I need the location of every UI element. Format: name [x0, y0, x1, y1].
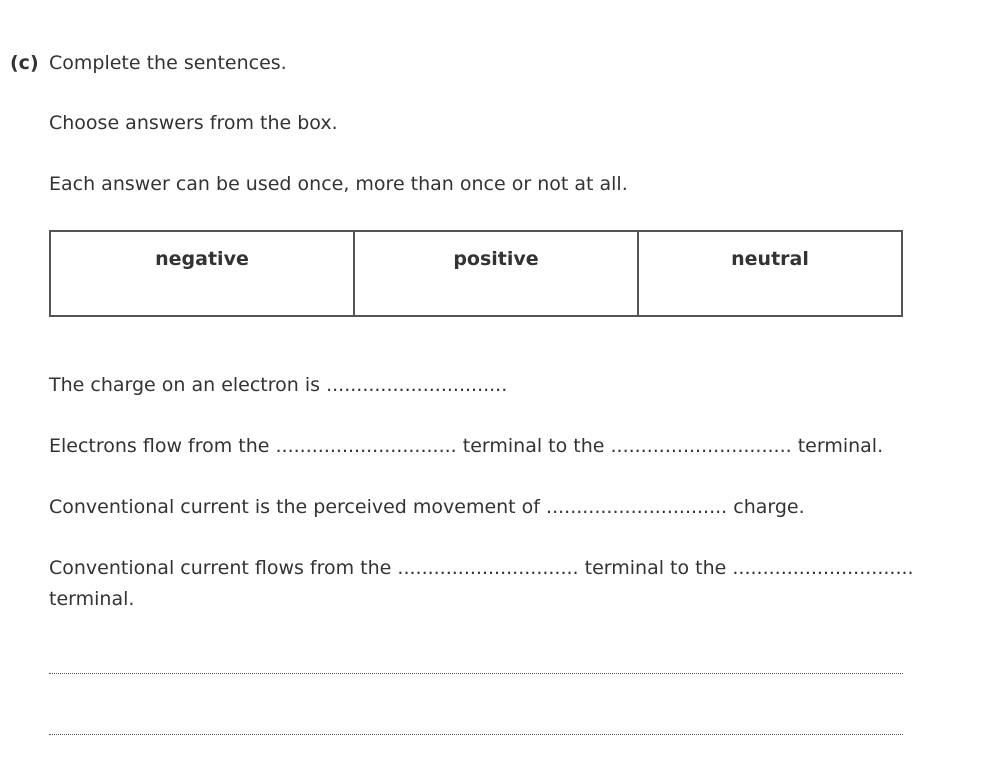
answer-blank[interactable]: .............................. [546, 496, 728, 518]
sentence-text: terminal to the [578, 557, 733, 579]
answer-line-1[interactable] [49, 673, 903, 674]
sentence-conventional-movement [49, 496, 805, 518]
answer-box [49, 230, 903, 317]
answer-option-positive: positive [354, 231, 638, 316]
answer-blank[interactable]: .............................. [732, 557, 914, 579]
answer-blank[interactable]: .............................. [397, 557, 579, 579]
sentence-conventional-flow [49, 557, 914, 579]
question-part-label: (c) [10, 52, 39, 74]
sentence-text: The charge on an electron is [49, 374, 327, 396]
answer-blank[interactable]: .............................. [326, 374, 508, 396]
sentence-text: terminal. [791, 435, 884, 457]
sentence-text: charge. [727, 496, 805, 518]
sentence-electron-flow [49, 435, 883, 457]
sentence-text: Electrons flow from the [49, 435, 276, 457]
answer-option-negative: negative [50, 231, 354, 316]
sentence-text: Conventional current flows from the [49, 557, 398, 579]
answer-line-2[interactable] [49, 734, 903, 735]
usage-text: Each answer can be used once, more than once or not at all. [49, 173, 628, 195]
sentence-conventional-flow-end: terminal. [49, 588, 135, 610]
instruction-text: Complete the sentences. [49, 52, 287, 74]
sentence-text: terminal to the [456, 435, 611, 457]
sentence-text: Conventional current is the perceived movement of [49, 496, 547, 518]
answer-blank[interactable]: .............................. [610, 435, 792, 457]
answer-blank[interactable]: .............................. [275, 435, 457, 457]
sentence-electron-charge [49, 374, 507, 396]
answer-option-neutral: neutral [638, 231, 902, 316]
choose-text: Choose answers from the box. [49, 112, 338, 134]
